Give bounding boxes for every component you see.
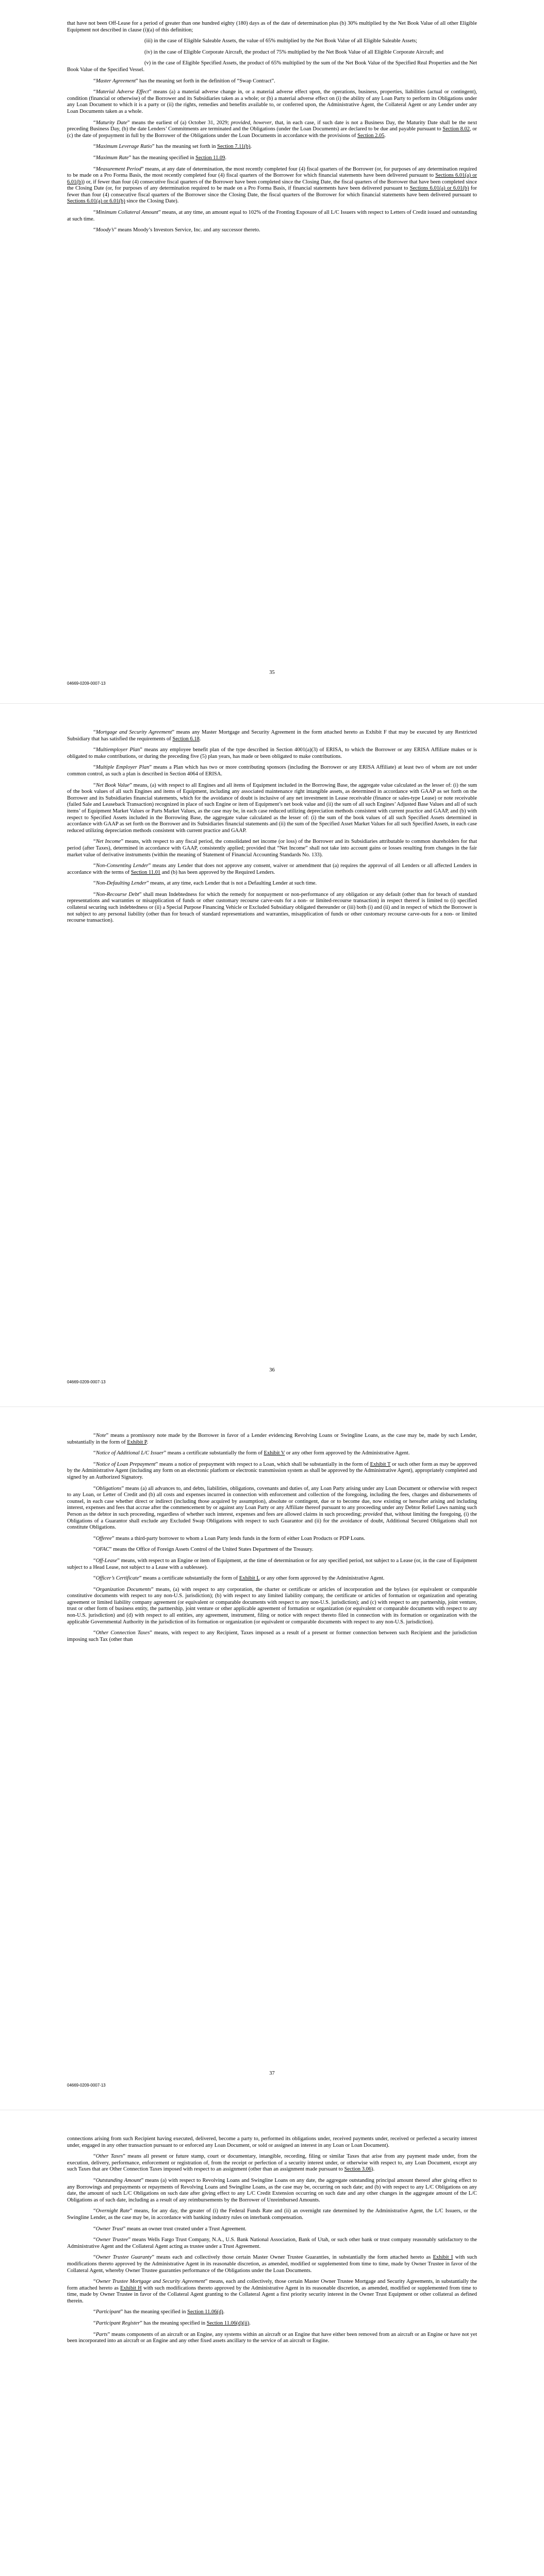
- paragraph-text: ) or, if fewer than four (4) consecutive fiscal quarters of the Borrower have been completed since the Closing Date, the fiscal quarters of the Borrower that have been completed since the Closing Date (or, for purposes of any determination required to be made on a Pro Forma Basis, if financial statements have been delivered pursuant to: [67, 179, 477, 192]
- defined-term: “Non-Defaulting Lender: [93, 880, 147, 887]
- definition-paragraph: [67, 863, 477, 876]
- paragraph-text: ” means components of an aircraft or an Engine, any systems within an aircraft or an Engine that have either been removed from an aircraft or an Engine or have not yet been incorporated into an aircraft or an Engine and any other fixed assets ancillary to the service of an aircraft or Engine.: [67, 2331, 477, 2344]
- defined-term: “Participant Register: [93, 2320, 140, 2327]
- definition-paragraph: [67, 2320, 477, 2327]
- paragraph-text: ).: [371, 2166, 375, 2173]
- paragraph-text: and (b) has been approved by the Required Lenders.: [160, 869, 275, 875]
- definition-paragraph: [67, 227, 477, 234]
- paragraph-text: ” means (a) a material adverse change in, or a material adverse effect upon, the operations, business, properties, liabilities (actual or contingent), condition (financial or otherwise) of the Borrower and its Subsidiaries taken as a whole; or (b) a material adverse effect on (i) the ability of any Loan Party to perform its Obligations under any Loan Document to which it is a party or (ii) the rights, remedies and benefits available to, or conferred upon, the Administrative Agent, the Collateral Agent or any Lender under any Loan Documents taken as a whole.: [67, 89, 477, 114]
- definition-paragraph: [67, 1433, 477, 1446]
- definition-paragraph: [67, 2255, 477, 2274]
- definition-paragraph: [67, 1558, 477, 1571]
- paragraph-text: .: [223, 2309, 225, 2315]
- defined-term: however: [253, 120, 272, 126]
- paragraph-text: ” has the meaning specified in: [140, 2320, 207, 2327]
- defined-term: “Notice of Additional L/C Issuer: [93, 1450, 164, 1456]
- paragraph-text: .: [225, 155, 227, 161]
- paragraph-text: (v) in the case of Eligible Specified Assets, the product of 65% multiplied by the sum of the Net Book Value of the Specified Real Properties and the Net Book Value of the Specified Vessel.: [67, 60, 477, 73]
- definition-paragraph: [67, 880, 477, 887]
- defined-term: “Non-Consenting Lender: [93, 863, 149, 869]
- defined-term: “Moody’s: [93, 227, 114, 233]
- definition-paragraph: [67, 2154, 477, 2173]
- section-reference: Section 8.02: [442, 126, 470, 132]
- definition-paragraph: [67, 155, 477, 162]
- document-page: [0, 2110, 544, 2576]
- section-reference: Exhibit H: [120, 2285, 142, 2291]
- paragraph-text: ” means, at any date of determination, the most recently completed four (4) fiscal quarters of the Borrower (or, for purposes of any determination required to be made on a Pro Forma Basis, the most recently completed four (4) fiscal quarters of the Borrower for which financial statements have been delivered pursuant to: [67, 166, 477, 179]
- definition-paragraph: [67, 747, 477, 760]
- defined-term: “Master Agreement: [93, 78, 136, 84]
- definition-paragraph: [67, 166, 477, 206]
- defined-term: “Officer’s Certificate: [93, 1575, 139, 1582]
- paragraph-text: ” means, at any time, an amount equal to 102% of the Fronting Exposure of all L/C Issuers with respect to Letters of Credit issued and outstanding at such time.: [67, 210, 477, 222]
- definition-paragraph: [67, 1630, 477, 1643]
- document-id: 04669-0209-0007-13: [67, 681, 106, 686]
- paragraph-text: ” means a certificate substantially the form of: [139, 1575, 239, 1582]
- paragraph-text: ” means any employee benefit plan of the type described in Section 4001(a)(3) of ERISA, to which the Borrower or any ERISA Affiliate makes or is obligated to make contributions, or during the preceding five (5) plan years, has made or been obligated to make contributions.: [67, 747, 477, 759]
- definition-paragraph: [67, 120, 477, 140]
- defined-term: “Notice of Loan Prepayment: [93, 1461, 156, 1467]
- paragraph-text: with such modifications thereto approved by the Administrative Agent in its reasonable discretion, as amended, modified or supplemented from time to time, made by Owner Trustee in favor of the Collateral Agent, whereby Owner Trustee guaranties performance of the Obligations under the Loan Documents.: [67, 2255, 477, 2274]
- paragraph-text: connections arising from such Recipient having executed, delivered, become a party to, performed its obligations under, received payments under, received or perfected a security interest under, engaged in any other transaction pursuant to or enforced any Loan Document, or sold or assigned an interest in any Loan or Loan Document).: [67, 2136, 477, 2148]
- paragraph-text: ” has the meaning specified in: [128, 155, 196, 161]
- defined-term: “Owner Trust: [93, 2226, 123, 2232]
- definition-paragraph: [67, 730, 477, 742]
- section-reference: Section 11.01: [130, 869, 161, 875]
- paragraph-text: ” means (a) all advances to, and debts, liabilities, obligations, covenants and duties of, any Loan Party arising under any Loan Document or otherwise with respect to any Loan, or Letter of Credit and (b) all costs and expenses incurred in connection with enforcement and collection of the foregoing, including the fees, charges and disbursements of counsel, in each case whether direct or indirect (including those acquired by assumption), absolute or contingent, due or to become due, now existing or hereafter arising and including interest, expenses and fees that accrue after the commencement by or against any Loan Party or any Affiliate thereof pursuant to any proceeding under any Debtor Relief Laws naming such Person as the debtor in such proceeding, regardless of whether such interest, expenses and fees are allowed claims in such proceeding;: [67, 1485, 477, 1517]
- defined-term: “OFAC: [93, 1547, 109, 1553]
- paragraph-text: (iv) in the case of Eligible Corporate Aircraft, the product of 75% multiplied by the Net Book Value of all Eligible Corporate Aircraft; and: [144, 49, 444, 55]
- paragraph-text: with such modifications thereto approved by the Administrative Agent in its reasonable discretion, as amended, modified or supplemented from time to time, made by Owner Trustee in favor of the Collateral Agent granting to the Collateral Agent a first priority security interest in the Owner Trust Equipment or other collateral as defined therein.: [67, 2285, 477, 2304]
- paragraph-text: ” has the meaning set forth in: [152, 144, 218, 150]
- defined-term: “Owner Trustee Mortgage and Security Agreement: [93, 2279, 205, 2285]
- definition-paragraph: [67, 892, 477, 924]
- defined-term: “Parts: [93, 2331, 108, 2337]
- definition-paragraph: [67, 1536, 477, 1543]
- paragraph-text: ” shall mean Indebtedness for which the remedy for nonpayment or non-performance of any obligation or any default (other than for breach of standard representations and warranties or misapplication of funds or other customary recourse carve-outs for a non- or limited-recourse transaction) in respect thereof is limited to (i) specified collateral securing such indebtedness or (ii) a Special Purpose Financing Vehicle or Excluded Subsidiary obligated thereunder or (iii) both (i) and (ii) and in respect of which the Borrower is not subject to any personal liability (other than for breach of standard representations and warranties, misapplication of funds or other customary recourse carve-outs for a non- or limited recourse transaction).: [67, 891, 477, 924]
- definition-paragraph: [67, 765, 477, 777]
- paragraph-text: ” has the meaning specified in: [120, 2309, 188, 2315]
- defined-term: “Mortgage and Security Agreement: [93, 730, 172, 735]
- defined-term: provided: [230, 120, 250, 126]
- paragraph-text: ” means any Master Mortgage and Security Agreement in the form attached hereto as Exhibit F that may be executed by any Restricted Subsidiary that has satisfied the requirements of: [67, 730, 477, 742]
- paragraph-text: ” means, (a) with respect to all Engines and all items of Equipment included in the Borrowing Base, the aggregate value calculated as the lesser of: (i) the sum of the book values of all such Engines and items of Equipment, including any associated maintenance right intangible assets, as determined in accordance with GAAP as set forth on the Borrower and its Subsidiaries financial statements, which for the avoidance of doubt is inclusive of any net investment in Lease receivable (finance or sales-type Lease) or note receivable (failed Sale and Leaseback Transaction) recognized in place of such Engine or item of Equipment’s net book value and (ii) the sum of all such Engines’ Adjusted Base Values and all of such items’ of Equipment Market Values or Parts Market Values, as the case may be, in each case reduced utilizing depreciation methods consistent with current practice and GAAP, and (b) with respect to Specified Assets included in the Borrowing Base, the aggregate value calculated as the lesser of: (i) the sum of the book values of all such Specified Assets determined in accordance with GAAP as set forth on the Borrower and its Subsidiaries financial statements and (ii) the sum of the Specified Asset Market Values for all such Specified Assets, in each case reduced utilizing depreciation methods consistent with current practice and GAAP.: [67, 782, 477, 834]
- paragraph-text: ” means, with respect to any fiscal period, the consolidated net income (or loss) of the Borrower and its Subsidiaries attributable to common shareholders for that period (after Taxes), determined in accordance with GAAP, consistently applied; provided that “Net Income” shall not take into account gains or losses resulting from changes in the fair market value of derivative instruments (within the meaning of Statement of Financial Accounting Standards No. 133).: [67, 839, 477, 858]
- paragraph-text: ” means, (a) with respect to any corporation, the charter or certificate or articles of incorporation and the bylaws (or equivalent or comparable constitutive documents with respect to any non-U.S. jurisdiction); (b) with respect to any limited liability company, the certificate or articles of formation or organization and operating agreement or limited liability company agreement (or equivalent or comparable documents with respect to any non-U.S. jurisdiction); and (c) with respect to any partnership, joint venture, trust or other form of business entity, the partnership, joint venture or other applicable agreement of formation or organization (or equivalent or comparable documents with respect to any non-U.S. jurisdiction) and (d) with respect to all entities, any agreement, instrument, filing or notice with respect thereto filed in connection with its formation or organization with the applicable Governmental Authority in the jurisdiction of its formation or organization (or equivalent or comparable documents with respect to any non-U.S. jurisdiction).: [67, 1586, 477, 1625]
- defined-term: “Material Adverse Effect: [93, 89, 149, 95]
- paragraph-text: ” means Moody’s Investors Service, Inc. and any successor thereto.: [114, 227, 260, 233]
- paragraph-text: ” means, at any time, each Lender that is not a Defaulting Lender at such time.: [146, 880, 317, 887]
- defined-term: “Off-Lease: [93, 1557, 118, 1564]
- paragraph-text: .: [384, 132, 386, 139]
- paragraph-text: ” means Wells Fargo Trust Company, N.A., U.S. Bank National Association, Bank of Utah, or such other bank or trust company reasonably satisfactory to the Administrative Agent and the Collateral Agent acting as trustee under a Trust Agreement.: [67, 2237, 477, 2249]
- page-body: [67, 2136, 477, 2349]
- definition-paragraph: [67, 1587, 477, 1626]
- paragraph-text: .: [249, 2320, 251, 2327]
- defined-term: “Maximum Leverage Ratio: [93, 144, 152, 150]
- defined-term: “Participant: [93, 2309, 121, 2315]
- page-body: [67, 21, 477, 239]
- paragraph-text: ” means any Lender that does not approve any consent, waiver or amendment that (a) requires the approval of all Lenders or all affected Lenders in accordance with the terms of: [67, 863, 477, 875]
- section-reference: Exhibit T: [370, 1461, 391, 1467]
- defined-term: “Non-Recourse Debt: [93, 891, 139, 897]
- definition-paragraph: [67, 2178, 477, 2204]
- definition-paragraph: [67, 2237, 477, 2250]
- page-number: 37: [269, 2071, 275, 2076]
- paragraph-text: , or (c) the date of prepayment in full by the Borrower of the Obligations under the Loan Documents in accordance with the provisions of: [67, 126, 477, 139]
- paragraph-text: ” means, each and collectively, those certain Master Owner Trustee Mortgage and Security Agreements, in substantially the form attached hereto as: [67, 2279, 477, 2291]
- defined-term: “Owner Trustee Guaranty: [93, 2255, 152, 2261]
- definition-paragraph: [67, 38, 477, 45]
- paragraph-text: ” means, with respect to any Recipient, Taxes imposed as a result of a present or former connection between such Recipient and the jurisdiction imposing such Tax (other than: [67, 1630, 477, 1642]
- section-reference: Sections 6.01(a) or 6.01(b): [67, 173, 477, 185]
- paragraph-text: (iii) in the case of Eligible Saleable Assets, the value of 65% multiplied by the Net Book Value of all Eligible Saleable Assets;: [144, 38, 418, 44]
- definition-paragraph: [67, 1547, 477, 1553]
- section-reference: Section 11.09: [195, 155, 225, 161]
- section-reference: Section 6.18: [172, 736, 200, 742]
- paragraph-text: since the Closing Date).: [125, 198, 179, 205]
- definition-paragraph: [67, 1462, 477, 1481]
- section-reference: Section 11.06(d)(ii): [206, 2320, 250, 2327]
- page-body: [67, 730, 477, 929]
- defined-term: “Offeree: [93, 1535, 112, 1541]
- paragraph-text: ” means a notice of prepayment with respect to a Loan, which shall be substantially in the form of: [155, 1461, 370, 1467]
- page-number: 36: [269, 1367, 275, 1373]
- defined-term: “Multiemployer Plan: [93, 747, 140, 753]
- paragraph-text: ” means a Plan which has two or more contributing sponsors (including the Borrower or any ERISA Affiliate) at least two of whom are not under common control, as such a plan is described in Section 4064 of ERISA.: [67, 765, 477, 777]
- section-reference: Exhibit I: [433, 2255, 453, 2261]
- defined-term: “Maturity Date: [93, 120, 127, 126]
- section-reference: Exhibit L: [239, 1575, 260, 1582]
- paragraph-text: that have not been Off-Lease for a period of greater than one hundred eighty (180) days as of the date of determination plus (b) 30% multiplied by the Net Book Value of all other Eligible Equipment not described in clause (i)(a) of this definition;: [67, 21, 477, 33]
- definition-paragraph: [67, 783, 477, 835]
- section-reference: Section 3.06: [344, 2166, 372, 2173]
- paragraph-text: or any other form approved by the Administrative Agent.: [285, 1450, 410, 1456]
- paragraph-text: or any other form approved by the Administrative Agent.: [259, 1575, 385, 1582]
- defined-term: “Overnight Rate: [93, 2208, 130, 2214]
- paragraph-text: ” means a promissory note made by the Borrower in favor of a Lender evidencing Revolving Loans or Swingline Loans, as the case may be, made by such Lender, substantially in the form of: [67, 1433, 477, 1445]
- definition-paragraph: [67, 2208, 477, 2221]
- defined-term: “Organization Documents: [93, 1586, 152, 1592]
- paragraph-text: ” means the earliest of (a) October 31, 2029;: [127, 120, 231, 126]
- defined-term: “Owner Trustee: [93, 2237, 128, 2243]
- defined-term: “Minimum Collateral Amount: [93, 210, 159, 216]
- paragraph-text: ” means (a) with respect to Revolving Loans and Swingline Loans on any date, the aggregate outstanding principal amount thereof after giving effect to any Borrowings and prepayments or repayments of Revolving Loans and Swingline Loans, as the case may be, occurring on such date; and (b) with respect to any L/C Obligations on any date, the amount of such L/C Obligations on such date after giving effect to any L/C Credit Extension occurring on such date and any other changes in the aggregate amount of the L/C Obligations as of such date, including as a result of any reimbursements by the Borrower of Unreimbursed Amounts.: [67, 2177, 477, 2203]
- section-reference: Section 7.11(b): [217, 144, 251, 150]
- page-body: [67, 1433, 477, 1648]
- paragraph-text: for fewer than four (4) consecutive fiscal quarters of the Borrower since the Closing Date, the fiscal quarters of the Borrower for which financial statements have been delivered pursuant to: [67, 185, 477, 198]
- defined-term: “Note: [93, 1433, 106, 1438]
- definition-paragraph: [67, 839, 477, 858]
- definition-paragraph: [67, 1575, 477, 1582]
- document-id: 04669-0209-0007-13: [67, 1380, 106, 1384]
- paragraph-text: ” means a certificate substantially the form of: [163, 1450, 264, 1456]
- document-id: 04669-0209-0007-13: [67, 2083, 106, 2088]
- paragraph-text: that, without limiting the foregoing, (i) the Obligations of a Guarantor shall exclude any Excluded Swap Obligations with respect to such Guarantor and (ii) for the avoidance of doubt, Additional Secured Obligations shall not constitute Obligations.: [67, 1511, 477, 1531]
- defined-term: “Net Income: [93, 839, 121, 845]
- paragraph-text: ,: [250, 120, 254, 126]
- paragraph-text: ” means each and collectively those certain Master Owner Trustee Guaranties, in substantially the form attached hereto as: [152, 2255, 433, 2261]
- defined-term: “Other Taxes: [93, 2154, 123, 2160]
- section-reference: Section 11.06(d): [187, 2309, 223, 2315]
- document-page: [0, 0, 544, 703]
- defined-term: “Multiple Employer Plan: [93, 765, 150, 771]
- paragraph-text: ” means the Office of Foreign Assets Control of the United States Department of the Treasury.: [109, 1547, 314, 1553]
- defined-term: “Net Book Value: [93, 782, 130, 788]
- definition-paragraph: [67, 2136, 477, 2149]
- defined-term: “Other Connection Taxes: [93, 1630, 150, 1636]
- defined-term: provided: [363, 1511, 383, 1517]
- defined-term: “Obligations: [93, 1485, 122, 1492]
- defined-term: “Measurement Period: [93, 166, 141, 172]
- definition-paragraph: [67, 2332, 477, 2345]
- definition-paragraph: [67, 1486, 477, 1531]
- paragraph-text: ” means, for any day, the greater of (i) the Federal Funds Rate and (ii) an overnight rate determined by the Administrative Agent, the L/C Issuers, or the Swingline Lender, as the case may be, in accordance with banking industry rules on interbank compensation.: [67, 2208, 477, 2221]
- defined-term: “Outstanding Amount: [93, 2177, 141, 2183]
- definition-paragraph: [67, 89, 477, 115]
- definition-paragraph: [67, 2309, 477, 2316]
- section-reference: Section 2.05: [357, 132, 385, 139]
- definition-paragraph: [67, 78, 477, 85]
- paragraph-text: ” means a third-party borrower to whom a Loan Party lends funds in the form of either Loan Products or PDP Loans.: [111, 1535, 366, 1541]
- paragraph-text: , that, in each case, if such date is not a Business Day, the Maturity Date shall be the next preceding Business Day, (b) the date Lenders’ Commitments are terminated and the Obligations (under the Loan Documents) are declared to be due and payable pursuant to: [67, 120, 477, 132]
- definition-paragraph: [67, 60, 477, 73]
- page-number: 35: [269, 670, 275, 675]
- definition-paragraph: [67, 210, 477, 223]
- paragraph-text: .: [250, 144, 252, 150]
- paragraph-text: or such other form as may be approved by the Administrative Agent (including any form on an electronic platform or electronic transmission system as shall be approved by the Administrative Agent), appropriately completed and signed by an Authorized Signatory.: [67, 1461, 477, 1480]
- paragraph-text: ” means all present or future stamp, court or documentary, intangible, recording, filing or similar Taxes that arise from any payment made under, from the execution, delivery, performance, enforcement or registration of, from the receipt or perfection of a security interest under, or otherwise with respect to, any Loan Document, except any such Taxes that are Other Connection Taxes imposed with respect to an assignment (other than an assignment made pursuant to: [67, 2154, 477, 2173]
- paragraph-text: .: [146, 1439, 149, 1445]
- document-page: [0, 1407, 544, 2110]
- section-reference: Sections 6.01(a) or 6.01(b): [67, 198, 125, 205]
- section-reference: Exhibit V: [263, 1450, 285, 1456]
- paragraph-text: ” has the meaning set forth in the definition of “Swap Contract”.: [136, 78, 275, 84]
- definition-paragraph: [67, 2226, 477, 2233]
- section-reference: Exhibit P: [127, 1439, 147, 1445]
- paragraph-text: ” means an owner trust created under a Trust Agreement.: [123, 2226, 246, 2232]
- definition-paragraph: [67, 21, 477, 33]
- definition-paragraph: [67, 2279, 477, 2304]
- definition-paragraph: [67, 144, 477, 150]
- defined-term: “Maximum Rate: [93, 155, 129, 161]
- document-page: [0, 704, 544, 1406]
- paragraph-text: ” means, with respect to an Engine or item of Equipment, at the time of determination or for any specified period, not subject to a Lease (or, in the case of Equipment subject to a Head Lease, not subject to a Lease with a sublessee).: [67, 1557, 477, 1570]
- definition-paragraph: [67, 49, 477, 56]
- section-reference: Sections 6.01(a) or 6.01(b): [409, 185, 469, 192]
- definition-paragraph: [67, 1450, 477, 1457]
- paragraph-text: .: [199, 736, 201, 742]
